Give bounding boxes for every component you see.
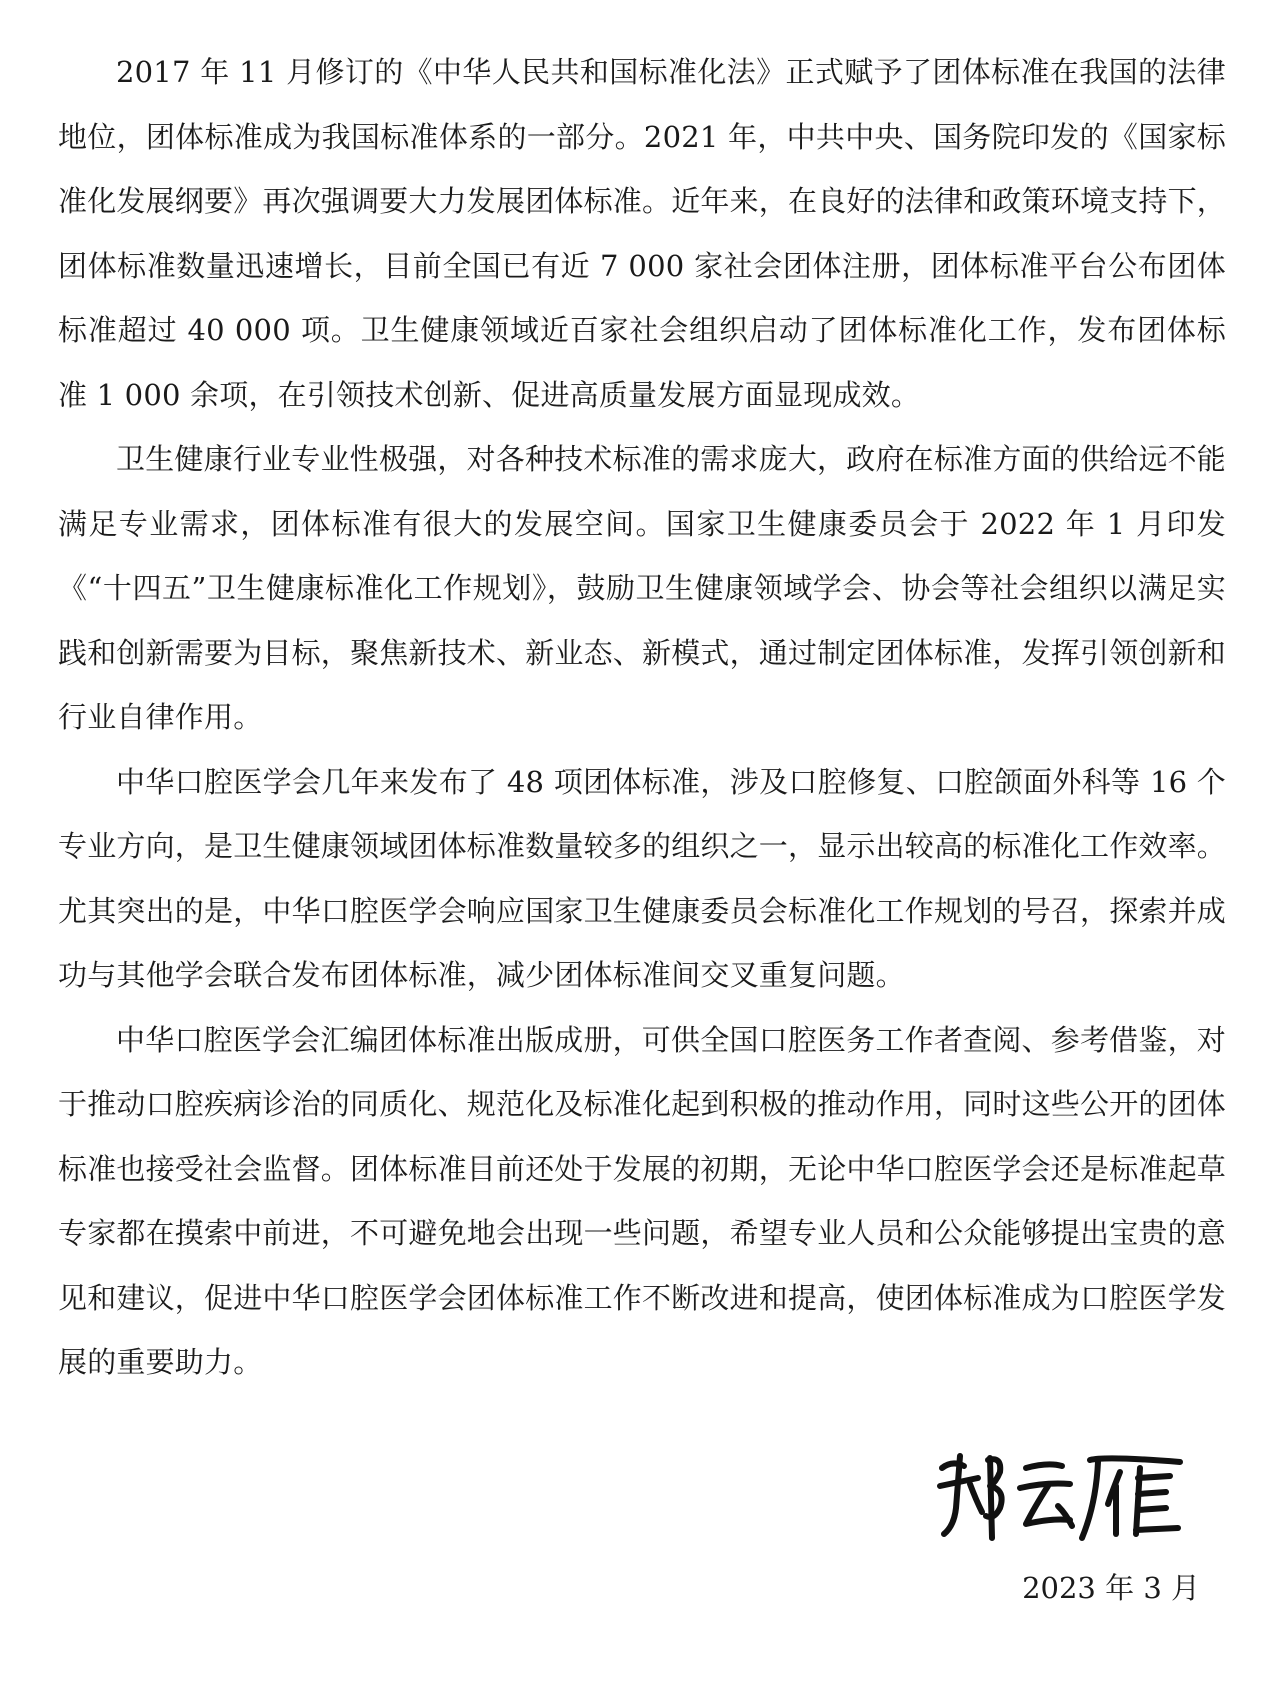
- body-text: [58, 40, 1226, 1395]
- paragraph-3: 中华口腔医学会几年来发布了 48 项团体标准，涉及口腔修复、口腔颌面外科等 16 个专业方向，是卫生健康领域团体标准数量较多的组织之一，显示出较高的标准化工作效率。尤其突出的是，中华口腔医学会响应国家卫生健康委员会标准化工作规划的号召，探索并成功与其他学会联合发布团体标准，减少团体标准间交叉重复问题。: [58, 764, 1227, 992]
- paragraph-2: 卫生健康行业专业性极强，对各种技术标准的需求庞大，政府在标准方面的供给远不能满足专业需求，团体标准有很大的发展空间。国家卫生健康委员会于 2022 年 1 月印发《“十四五”卫生健康标准化工作规划》，鼓励卫生健康领域学会、协会等社会组织以满足实践和创新需要为目标，聚焦新技术、新业态、新模式，通过制定团体标准，发挥引领创新和行业自律作用。: [58, 442, 1227, 734]
- paragraph-1: 2017 年 11 月修订的《中华人民共和国标准化法》正式赋予了团体标准在我国的法律地位，团体标准成为我国标准体系的一部分。2021 年，中共中央、国务院印发的《国家标准化发展纲要》再次强调要大力发展团体标准。近年来，在良好的法律和政策环境支持下，团体标准数量迅速增长，目前全国已有近 7 000 家社会团体注册，团体标准平台公布团体标准超过 40 000 项。卫生健康领域近百家社会组织启动了团体标准化工作，发布团体标准 1 000 余项，在引领技术创新、促进高质量发展方面显现成效。: [58, 55, 1227, 412]
- handwritten-signature: [930, 1438, 1190, 1548]
- date: 2023 年 3 月: [1022, 1571, 1200, 1605]
- signature-drawing: [930, 1438, 1190, 1548]
- paragraph-4: 中华口腔医学会汇编团体标准出版成册，可供全国口腔医务工作者查阅、参考借鉴，对于推动口腔疾病诊治的同质化、规范化及标准化起到积极的推动作用，同时这些公开的团体标准也接受社会监督。团体标准目前还处于发展的初期，无论中华口腔医学会还是标准起草专家都在摸索中前进，不可避免地会出现一些问题，希望专业人员和公众能够提出宝贵的意见和建议，促进中华口腔医学会团体标准工作不断改进和提高，使团体标准成为口腔医学发展的重要助力。: [58, 1022, 1227, 1379]
